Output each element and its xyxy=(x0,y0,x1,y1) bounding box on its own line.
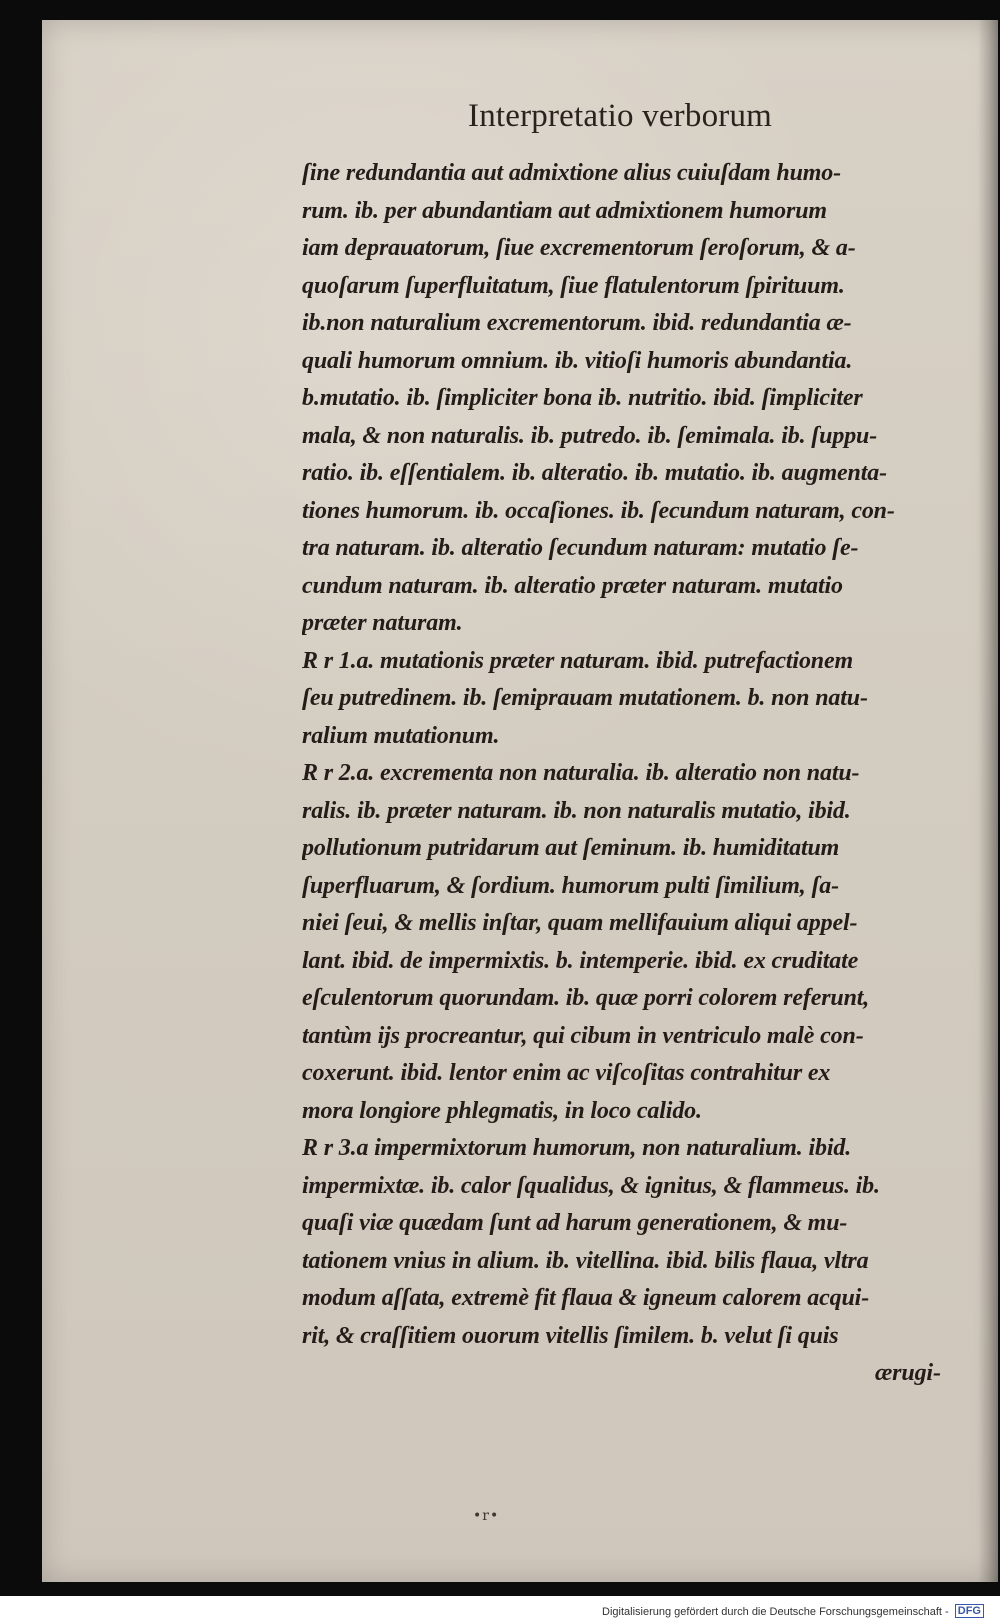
page-folio: •r• xyxy=(473,1508,500,1524)
page-header: Interpretatio verborum xyxy=(468,98,773,134)
text-line: b.mutatio. ib. ſimpliciter bona ib. nutritio. ibid. ſimpliciter xyxy=(302,385,863,411)
book-page xyxy=(42,20,998,1582)
text-line: R r 3.a impermixtorum humorum, non naturalium. ibid. xyxy=(302,1135,852,1161)
text-line: tra naturam. ib. alteratio ſecundum naturam: mutatio ſe- xyxy=(302,535,859,561)
text-line: lant. ibid. de impermixtis. b. intemperie. ibid. ex cruditate xyxy=(302,947,859,974)
text-line: rit, & craſſitiem ouorum vitellis ſimilem. b. velut ſi quis xyxy=(302,1322,839,1349)
text-line: quoſarum ſuperfluitatum, ſiue flatulentorum ſpirituum. xyxy=(302,272,845,299)
text-line: tantùm ijs procreantur, qui cibum in ventriculo malè con- xyxy=(302,1022,864,1049)
text-line: ralis. ib. præter naturam. ib. non naturalis mutatio, ibid. xyxy=(302,797,851,824)
text-line: ſine redundantia aut admixtione alius cuiuſdam humo- xyxy=(302,160,841,186)
text-line: modum aſſata, extremè fit flaua & igneum calorem acqui- xyxy=(302,1285,870,1311)
text-line: cundum naturam. ib. alteratio præter naturam. mutatio xyxy=(302,572,843,599)
text-line: ratio. ib. eſſentialem. ib. alteratio. ib. mutatio. ib. augmenta- xyxy=(302,460,887,486)
text-line: coxerunt. ibid. lentor enim ac viſcoſitas contrahitur ex xyxy=(302,1060,831,1086)
text-line: eſculentorum quorundam. ib. quæ porri colorem referunt, xyxy=(302,985,870,1011)
dfg-badge: DFG xyxy=(955,1604,984,1618)
text-line: pollutionum putridarum aut ſeminum. ib. humiditatum xyxy=(302,835,840,861)
digitization-notice: Digitalisierung gefördert durch die Deutsche Forschungsgemeinschaft - xyxy=(602,1606,949,1618)
text-line: tationem vnius in alium. ib. vitellina. ibid. bilis flaua, vltra xyxy=(302,1247,869,1274)
text-line: mala, & non naturalis. ib. putredo. ib. ſemimala. ib. ſuppu- xyxy=(302,422,878,449)
text-line: quali humorum omnium. ib. vitioſi humoris abundantia. xyxy=(302,347,853,374)
text-line: mora longiore phlegmatis, in loco calido. xyxy=(302,1097,702,1124)
text-line: ſuperfluarum, & ſordium. humorum pulti ſimilium, ſa- xyxy=(302,872,839,899)
body-text xyxy=(302,155,986,1393)
text-line: niei ſeui, & mellis inſtar, quam mellifauium aliqui appel- xyxy=(302,910,858,936)
text-line: ærugi- xyxy=(875,1360,941,1386)
text-line: impermixtæ. ib. calor ſqualidus, & ignitus, & flammeus. ib. xyxy=(302,1172,880,1199)
text-line: ſeu putredinem. ib. ſemiprauam mutationem. b. non natu- xyxy=(302,685,868,711)
text-line: ib.non naturalium excrementorum. ibid. redundantia æ- xyxy=(302,310,852,336)
text-line: rum. ib. per abundantiam aut admixtionem humorum xyxy=(302,197,827,224)
text-line: præter naturam. xyxy=(302,610,463,636)
text-line: quaſi viæ quædam ſunt ad harum generationem, & mu- xyxy=(302,1210,848,1236)
text-line: ralium mutationum. xyxy=(302,722,500,749)
text-line: R r 2.a. excrementa non naturalia. ib. alteratio non natu- xyxy=(302,760,860,786)
text-line: R r 1.a. mutationis præter naturam. ibid. putrefactionem xyxy=(302,647,854,674)
digitization-footer xyxy=(602,1604,984,1618)
text-line: tiones humorum. ib. occaſiones. ib. ſecundum naturam, con- xyxy=(302,497,895,524)
text-line: iam deprauatorum, ſiue excrementorum ſeroſorum, & a- xyxy=(302,235,856,261)
